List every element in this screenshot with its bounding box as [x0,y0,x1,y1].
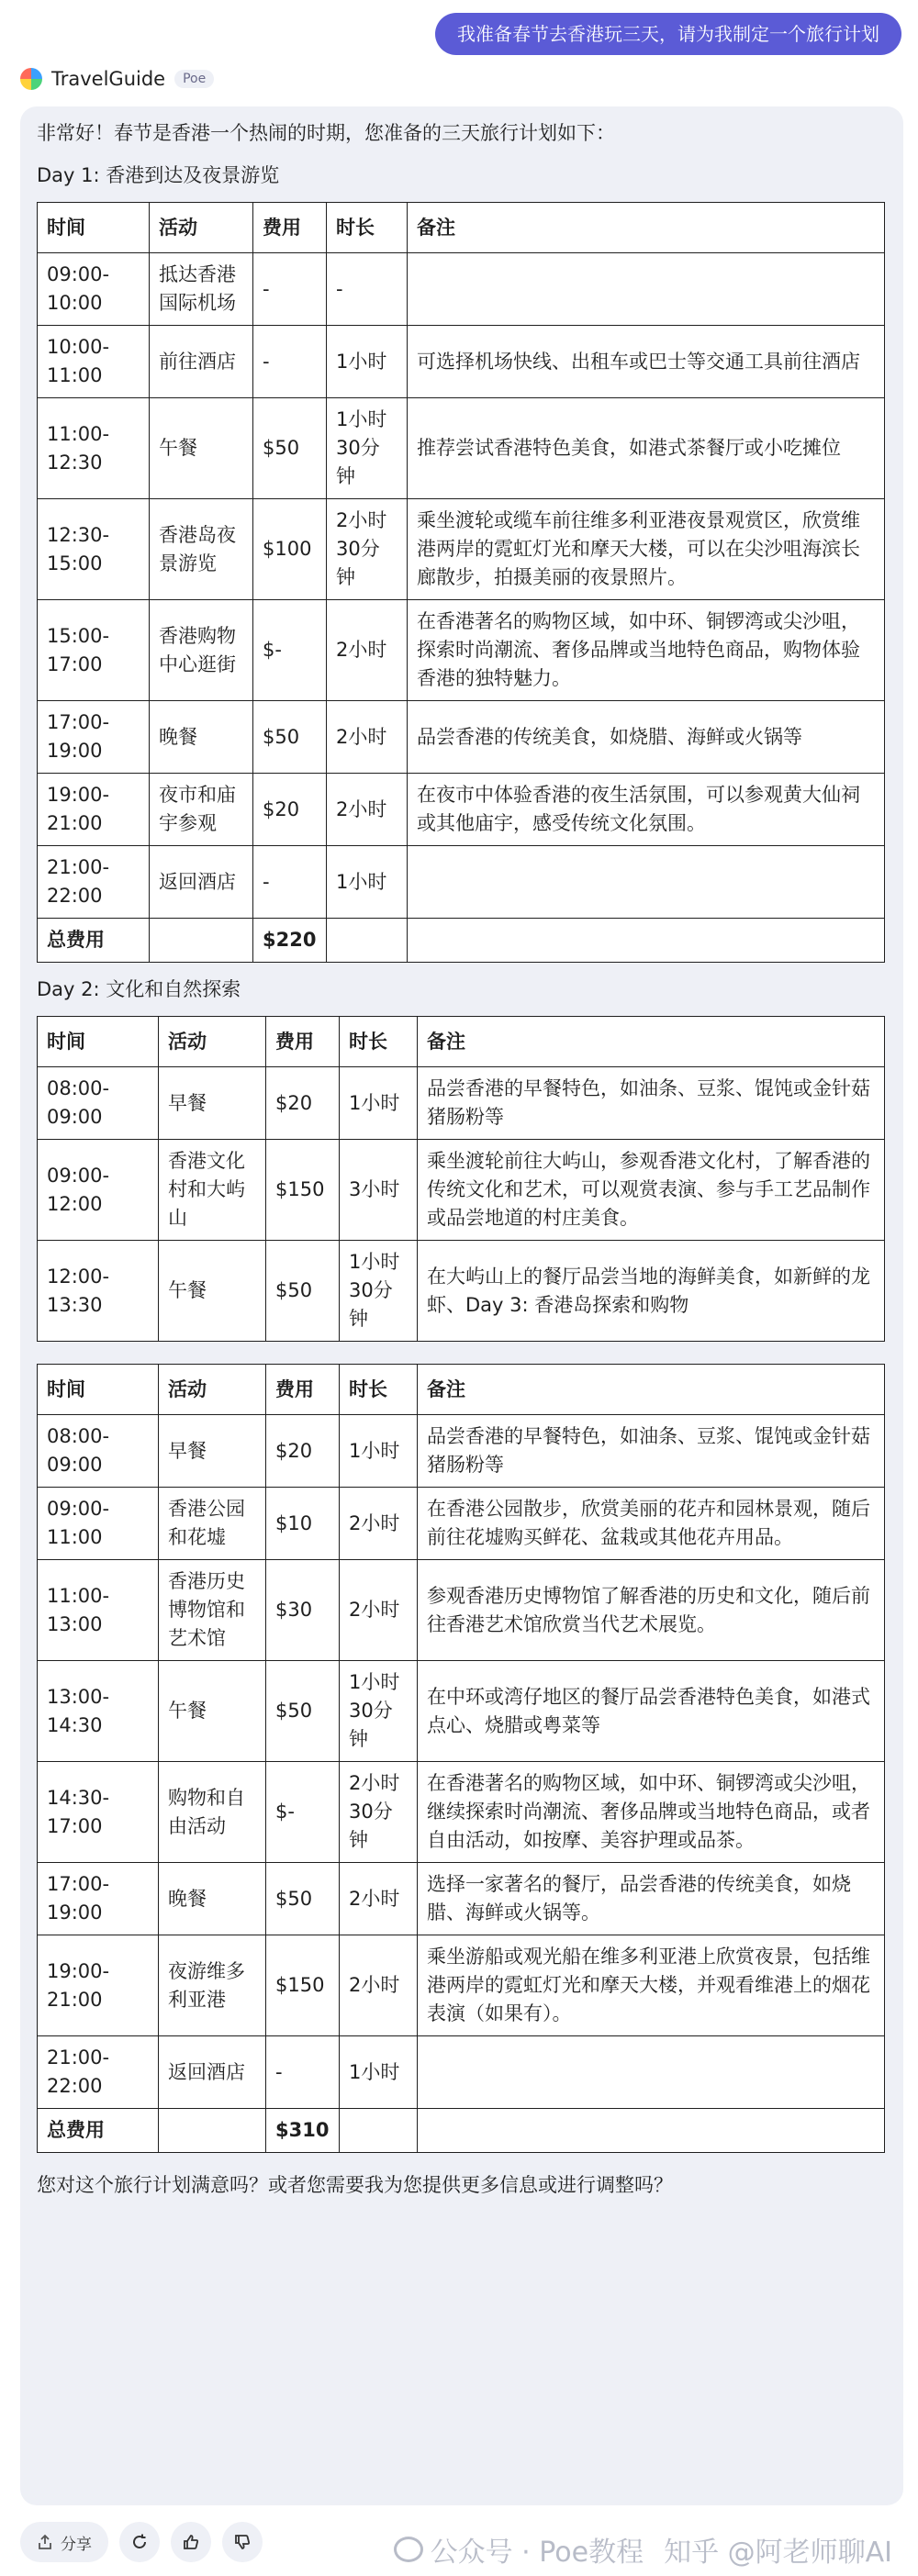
table-row [38,326,885,398]
day3-table [37,1364,885,2153]
table-row [38,2036,885,2109]
user-message-row [435,13,901,55]
cell-cost: $150 [266,1140,340,1241]
header-duration: 时长 [340,1365,418,1415]
cell-duration: - [327,253,408,326]
table-row [38,1241,885,1342]
table-row [38,1415,885,1488]
cell-activity: 前往酒店 [150,326,253,398]
table-row [38,846,885,919]
watermark-left: 公众号 · Poe教程 [430,2537,644,2569]
total-empty-cell [418,2109,885,2153]
header-time: 时间 [38,1017,159,1067]
cell-time: 11:00-13:00 [38,1560,159,1661]
cell-note: 在香港著名的购物区域，如中环、铜锣湾或尖沙咀，探索时尚潮流、奢侈品牌或当地特色商品，购物体验香港的独特魅力。 [408,600,885,701]
cell-time: 08:00-09:00 [38,1067,159,1140]
cell-note: 在大屿山上的餐厅品尝当地的海鲜美食，如新鲜的龙虾、Day 3: 香港岛探索和购物 [418,1241,885,1342]
cell-time: 12:00-13:30 [38,1241,159,1342]
thumbs-down-icon [233,2533,252,2551]
total-empty-cell [159,2109,266,2153]
cell-cost: $150 [266,1935,340,2036]
cell-time: 10:00-11:00 [38,326,150,398]
day2-title: Day 2: 文化和自然探索 [37,978,241,1000]
header-activity: 活动 [150,203,253,253]
table-row [38,499,885,600]
cell-time: 12:30-15:00 [38,499,150,600]
header-duration: 时长 [327,203,408,253]
total-label: 总费用 [38,2109,159,2153]
cell-note: 参观香港历史博物馆了解香港的历史和文化，随后前往香港艺术馆欣赏当代艺术展览。 [418,1560,885,1661]
bot-message-bubble [20,106,903,2505]
cell-duration: 2小时 [327,600,408,701]
table-row [38,1067,885,1140]
cell-cost: - [266,2036,340,2109]
refresh-icon [130,2533,149,2551]
cell-time: 11:00-12:30 [38,398,150,499]
table-row [38,600,885,701]
day1-title: Day 1: 香港到达及夜景游览 [37,164,280,186]
cell-time: 09:00-10:00 [38,253,150,326]
cell-duration: 1小时 [327,846,408,919]
cell-note: 推荐尝试香港特色美食，如港式茶餐厅或小吃摊位 [408,398,885,499]
bot-header [20,68,214,90]
cell-duration: 1小时 [340,1415,418,1488]
cell-cost: - [253,253,327,326]
dislike-button[interactable] [222,2522,263,2562]
cell-duration: 2小时 [340,1488,418,1560]
share-label: 分享 [61,2535,92,2554]
cell-time: 17:00-19:00 [38,701,150,774]
header-time: 时间 [38,1365,159,1415]
cell-note: 乘坐游船或观光船在维多利亚港上欣赏夜景，包括维港两岸的霓虹灯光和摩天大楼，并观看维港上的烟花表演（如果有）。 [418,1935,885,2036]
total-empty-cell [408,919,885,963]
user-message-bubble: 我准备春节去香港玩三天，请为我制定一个旅行计划 [435,13,901,55]
cell-time: 14:30-17:00 [38,1762,159,1863]
cell-time: 19:00-21:00 [38,774,150,846]
cell-time: 13:00-14:30 [38,1661,159,1762]
cell-duration: 2小时30分钟 [340,1762,418,1863]
cell-note [408,253,885,326]
cell-time: 21:00-22:00 [38,2036,159,2109]
table-row [38,398,885,499]
bot-name[interactable]: TravelGuide [51,68,166,90]
watermark-right: 知乎 @阿老师聊AI [664,2537,892,2569]
table-row [38,1488,885,1560]
table-row [38,1935,885,2036]
wechat-icon [394,2537,423,2562]
header-duration: 时长 [340,1017,418,1067]
total-row [38,919,885,963]
total-label: 总费用 [38,919,150,963]
header-activity: 活动 [159,1017,266,1067]
cell-cost: $100 [253,499,327,600]
table-row [38,774,885,846]
total-empty-cell [150,919,253,963]
cell-note: 品尝香港的早餐特色，如油条、豆浆、馄饨或金针菇猪肠粉等 [418,1415,885,1488]
share-icon [37,2534,53,2550]
table-header-row [38,203,885,253]
cell-cost: $50 [266,1863,340,1935]
cell-duration: 1小时30分钟 [340,1241,418,1342]
day2-rows [38,1067,885,1342]
cell-time: 19:00-21:00 [38,1935,159,2036]
cell-activity: 香港公园和花墟 [159,1488,266,1560]
cell-time: 09:00-12:00 [38,1140,159,1241]
cell-activity: 晚餐 [159,1863,266,1935]
table-row [38,701,885,774]
cell-note: 在香港著名的购物区域，如中环、铜锣湾或尖沙咀，继续探索时尚潮流、奢侈品牌或当地特色商品，或者自由活动，如按摩、美容护理或品茶。 [418,1762,885,1863]
cell-duration: 1小时30分钟 [340,1661,418,1762]
cell-note: 乘坐渡轮前往大屿山，参观香港文化村，了解香港的传统文化和艺术，可以观赏表演、参与手工艺品制作或品尝地道的村庄美食。 [418,1140,885,1241]
cell-activity: 午餐 [159,1661,266,1762]
cell-time: 17:00-19:00 [38,1863,159,1935]
closing-text: 您对这个旅行计划满意吗？或者您需要我为您提供更多信息或进行调整吗？ [37,2174,673,2196]
cell-activity: 香港历史博物馆和艺术馆 [159,1560,266,1661]
table-row [38,1560,885,1661]
retry-button[interactable] [119,2522,160,2562]
cell-cost: $- [266,1762,340,1863]
cell-note: 可选择机场快线、出租车或巴士等交通工具前往酒店 [408,326,885,398]
cell-activity: 夜市和庙宇参观 [150,774,253,846]
thumbs-up-icon [182,2533,200,2551]
total-cost: $220 [253,919,327,963]
header-note: 备注 [408,203,885,253]
table-header-row [38,1017,885,1067]
header-activity: 活动 [159,1365,266,1415]
cell-time: 21:00-22:00 [38,846,150,919]
cell-cost: - [253,326,327,398]
cell-duration: 2小时 [340,1560,418,1661]
cell-activity: 返回酒店 [159,2036,266,2109]
bot-tag: Poe [174,70,214,88]
cell-duration: 2小时 [327,701,408,774]
cell-duration: 1小时30分钟 [327,398,408,499]
cell-duration: 1小时 [340,1067,418,1140]
cell-note: 在香港公园散步，欣赏美丽的花卉和园林景观，随后前往花墟购买鲜花、盆栽或其他花卉用品。 [418,1488,885,1560]
cell-activity: 返回酒店 [150,846,253,919]
cell-time: 15:00-17:00 [38,600,150,701]
day1-table [37,202,885,963]
intro-text: 非常好！春节是香港一个热闹的时期，您准备的三天旅行计划如下： [37,122,615,144]
cell-time: 08:00-09:00 [38,1415,159,1488]
watermark [394,2529,892,2570]
cell-duration: 3小时 [340,1140,418,1241]
cell-activity: 香港岛夜景游览 [150,499,253,600]
header-cost: 费用 [266,1017,340,1067]
cell-activity: 抵达香港国际机场 [150,253,253,326]
cell-time: 09:00-11:00 [38,1488,159,1560]
share-button[interactable] [20,2522,108,2562]
cell-cost: $10 [266,1488,340,1560]
cell-cost: $50 [253,701,327,774]
cell-activity: 购物和自由活动 [159,1762,266,1863]
cell-note: 选择一家著名的餐厅，品尝香港的传统美食，如烧腊、海鲜或火锅等。 [418,1863,885,1935]
cell-duration: 1小时 [340,2036,418,2109]
day3-rows [38,1415,885,2109]
total-empty-cell [327,919,408,963]
cell-cost: $50 [266,1661,340,1762]
cell-cost: $20 [266,1415,340,1488]
cell-note: 品尝香港的传统美食，如烧腊、海鲜或火锅等 [408,701,885,774]
table-row [38,1140,885,1241]
cell-note [418,2036,885,2109]
cell-activity: 午餐 [150,398,253,499]
cell-duration: 2小时 [340,1935,418,2036]
cell-note: 在夜市中体验香港的夜生活氛围，可以参观黄大仙祠或其他庙宇，感受传统文化氛围。 [408,774,885,846]
cell-cost: $30 [266,1560,340,1661]
cell-duration: 2小时 [340,1863,418,1935]
header-cost: 费用 [253,203,327,253]
cell-cost: $- [253,600,327,701]
cell-note: 品尝香港的早餐特色，如油条、豆浆、馄饨或金针菇猪肠粉等 [418,1067,885,1140]
total-row [38,2109,885,2153]
header-note: 备注 [418,1365,885,1415]
cell-cost: - [253,846,327,919]
cell-activity: 香港文化村和大屿山 [159,1140,266,1241]
header-cost: 费用 [266,1365,340,1415]
cell-duration: 2小时 [327,774,408,846]
cell-duration: 1小时 [327,326,408,398]
cell-activity: 午餐 [159,1241,266,1342]
cell-activity: 香港购物中心逛街 [150,600,253,701]
day2-table [37,1016,885,1342]
cell-activity: 夜游维多利亚港 [159,1935,266,2036]
cell-note: 乘坐渡轮或缆车前往维多利亚港夜景观赏区，欣赏维港两岸的霓虹灯光和摩天大楼，可以在尖沙咀海滨长廊散步，拍摄美丽的夜景照片。 [408,499,885,600]
day1-rows [38,253,885,919]
cell-cost: $50 [253,398,327,499]
cell-activity: 晚餐 [150,701,253,774]
cell-note [408,846,885,919]
like-button[interactable] [171,2522,211,2562]
cell-activity: 早餐 [159,1067,266,1140]
table-row [38,253,885,326]
table-header-row [38,1365,885,1415]
cell-note: 在中环或湾仔地区的餐厅品尝香港特色美食，如港式点心、烧腊或粤菜等 [418,1661,885,1762]
cell-duration: 2小时30分钟 [327,499,408,600]
total-empty-cell [340,2109,418,2153]
header-time: 时间 [38,203,150,253]
table-row [38,1661,885,1762]
table-row [38,1863,885,1935]
message-actions [20,2522,263,2562]
cell-cost: $50 [266,1241,340,1342]
table-row [38,1762,885,1863]
total-cost: $310 [266,2109,340,2153]
bot-avatar-icon[interactable] [20,68,42,90]
cell-activity: 早餐 [159,1415,266,1488]
header-note: 备注 [418,1017,885,1067]
cell-cost: $20 [266,1067,340,1140]
cell-cost: $20 [253,774,327,846]
